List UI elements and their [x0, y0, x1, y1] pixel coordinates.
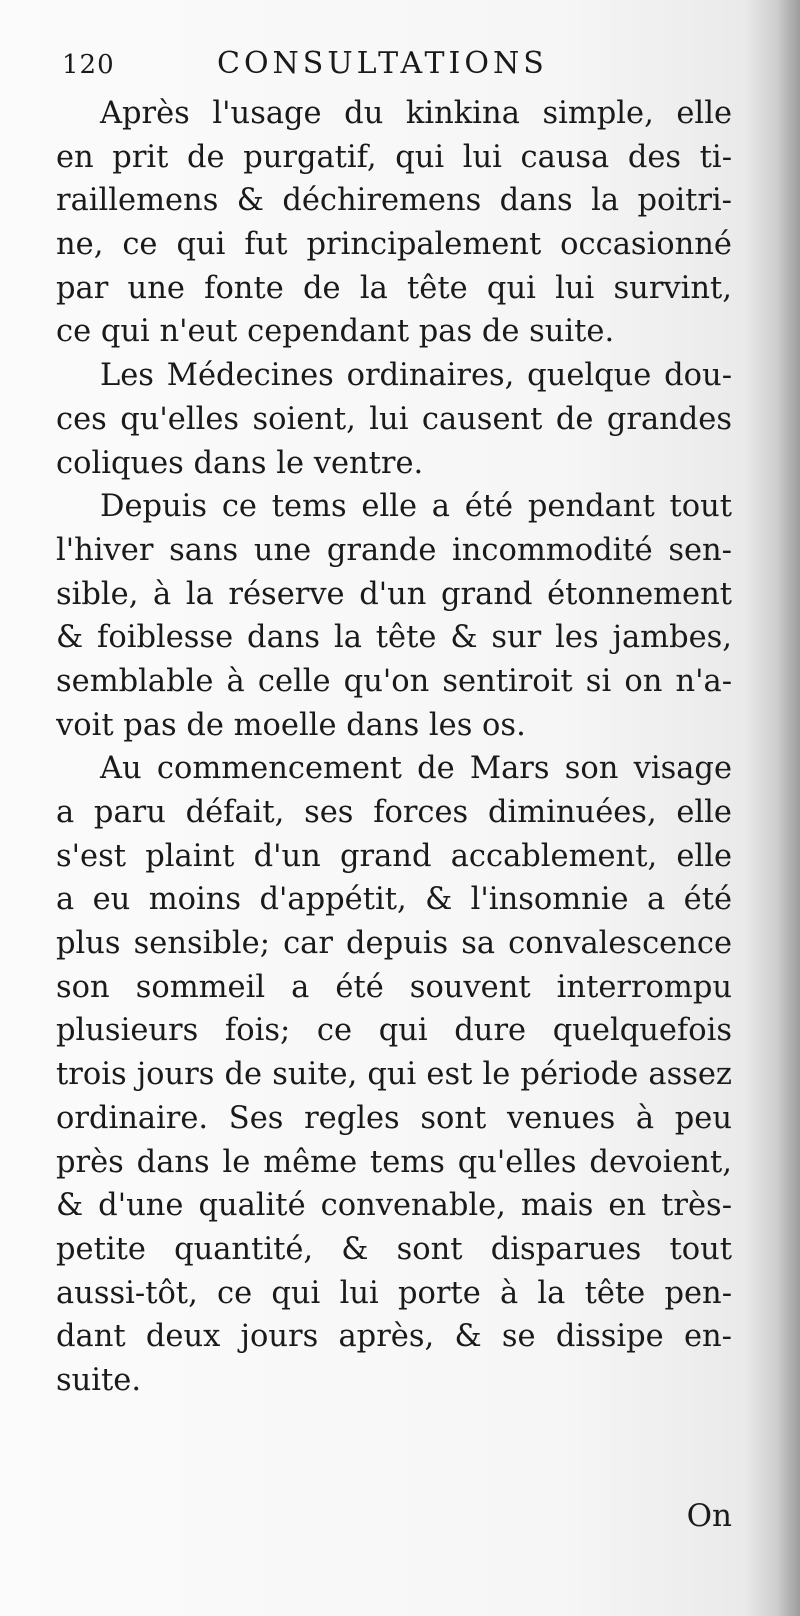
text-line: suite. — [56, 1362, 142, 1398]
text-line: voit pas de moelle dans les os. — [56, 707, 526, 743]
text-line: par une fonte de la tête qui lui survint, — [56, 270, 732, 306]
text-line: petite quantité, & sont disparues tout — [56, 1231, 732, 1267]
text-line: a paru défait, ses forces diminuées, elle — [56, 795, 732, 830]
page-header — [62, 46, 622, 92]
text-line: trois jours de suite, qui est le période assez — [56, 1057, 732, 1093]
text-line: Au commencement de Mars son visage — [100, 751, 732, 787]
text-line: Les Médecines ordinaires, quelque dou- — [100, 358, 732, 394]
text-line: plus sensible; car depuis sa convalescence — [56, 926, 732, 962]
text-line: l'hiver sans une grande incommodité sen- — [56, 532, 732, 568]
text-line: & d'une qualité convenable, mais en très- — [56, 1188, 732, 1224]
body-text — [56, 92, 732, 1403]
text-line: Depuis ce tems elle a été pendant tout — [100, 489, 732, 525]
text-line: sible, à la réserve d'un grand étonnement — [56, 576, 732, 612]
text-line: dant deux jours après, & se dissipe en- — [56, 1319, 732, 1355]
text-line: & foiblesse dans la tête & sur les jambes, — [56, 620, 732, 656]
text-line: plusieurs fois; ce qui dure quelquefois — [56, 1013, 732, 1049]
text-line: en prit de purgatif, qui lui causa des ti- — [56, 139, 732, 175]
text-line: raillemens & déchiremens dans la poitri- — [56, 183, 732, 219]
catchword: On — [686, 1498, 732, 1534]
text-line: ces qu'elles soient, lui causent de grandes — [56, 401, 732, 437]
text-line: coliques dans le ventre. — [56, 445, 424, 481]
running-head: CONSULTATIONS — [217, 46, 548, 81]
text-line: s'est plaint d'un grand accablement, elle — [56, 838, 732, 874]
text-line: Après l'usage du kinkina simple, elle — [100, 96, 732, 131]
text-line: ordinaire. Ses regles sont venues à peu — [56, 1100, 732, 1136]
text-line: son sommeil a été souvent interrompu — [56, 969, 732, 1005]
text-line: aussi-tôt, ce qui lui porte à la tête pen- — [56, 1275, 732, 1311]
text-line: semblable à celle qu'on sentiroit si on n'a- — [56, 663, 732, 699]
text-line: ne, ce qui fut principalement occasionné — [56, 227, 732, 263]
text-line: a eu moins d'appétit, & l'insomnie a été — [56, 882, 732, 918]
page-number: 120 — [62, 50, 115, 80]
text-line: près dans le même tems qu'elles devoient, — [56, 1144, 732, 1180]
text-line: ce qui n'eut cependant pas de suite. — [56, 314, 615, 350]
